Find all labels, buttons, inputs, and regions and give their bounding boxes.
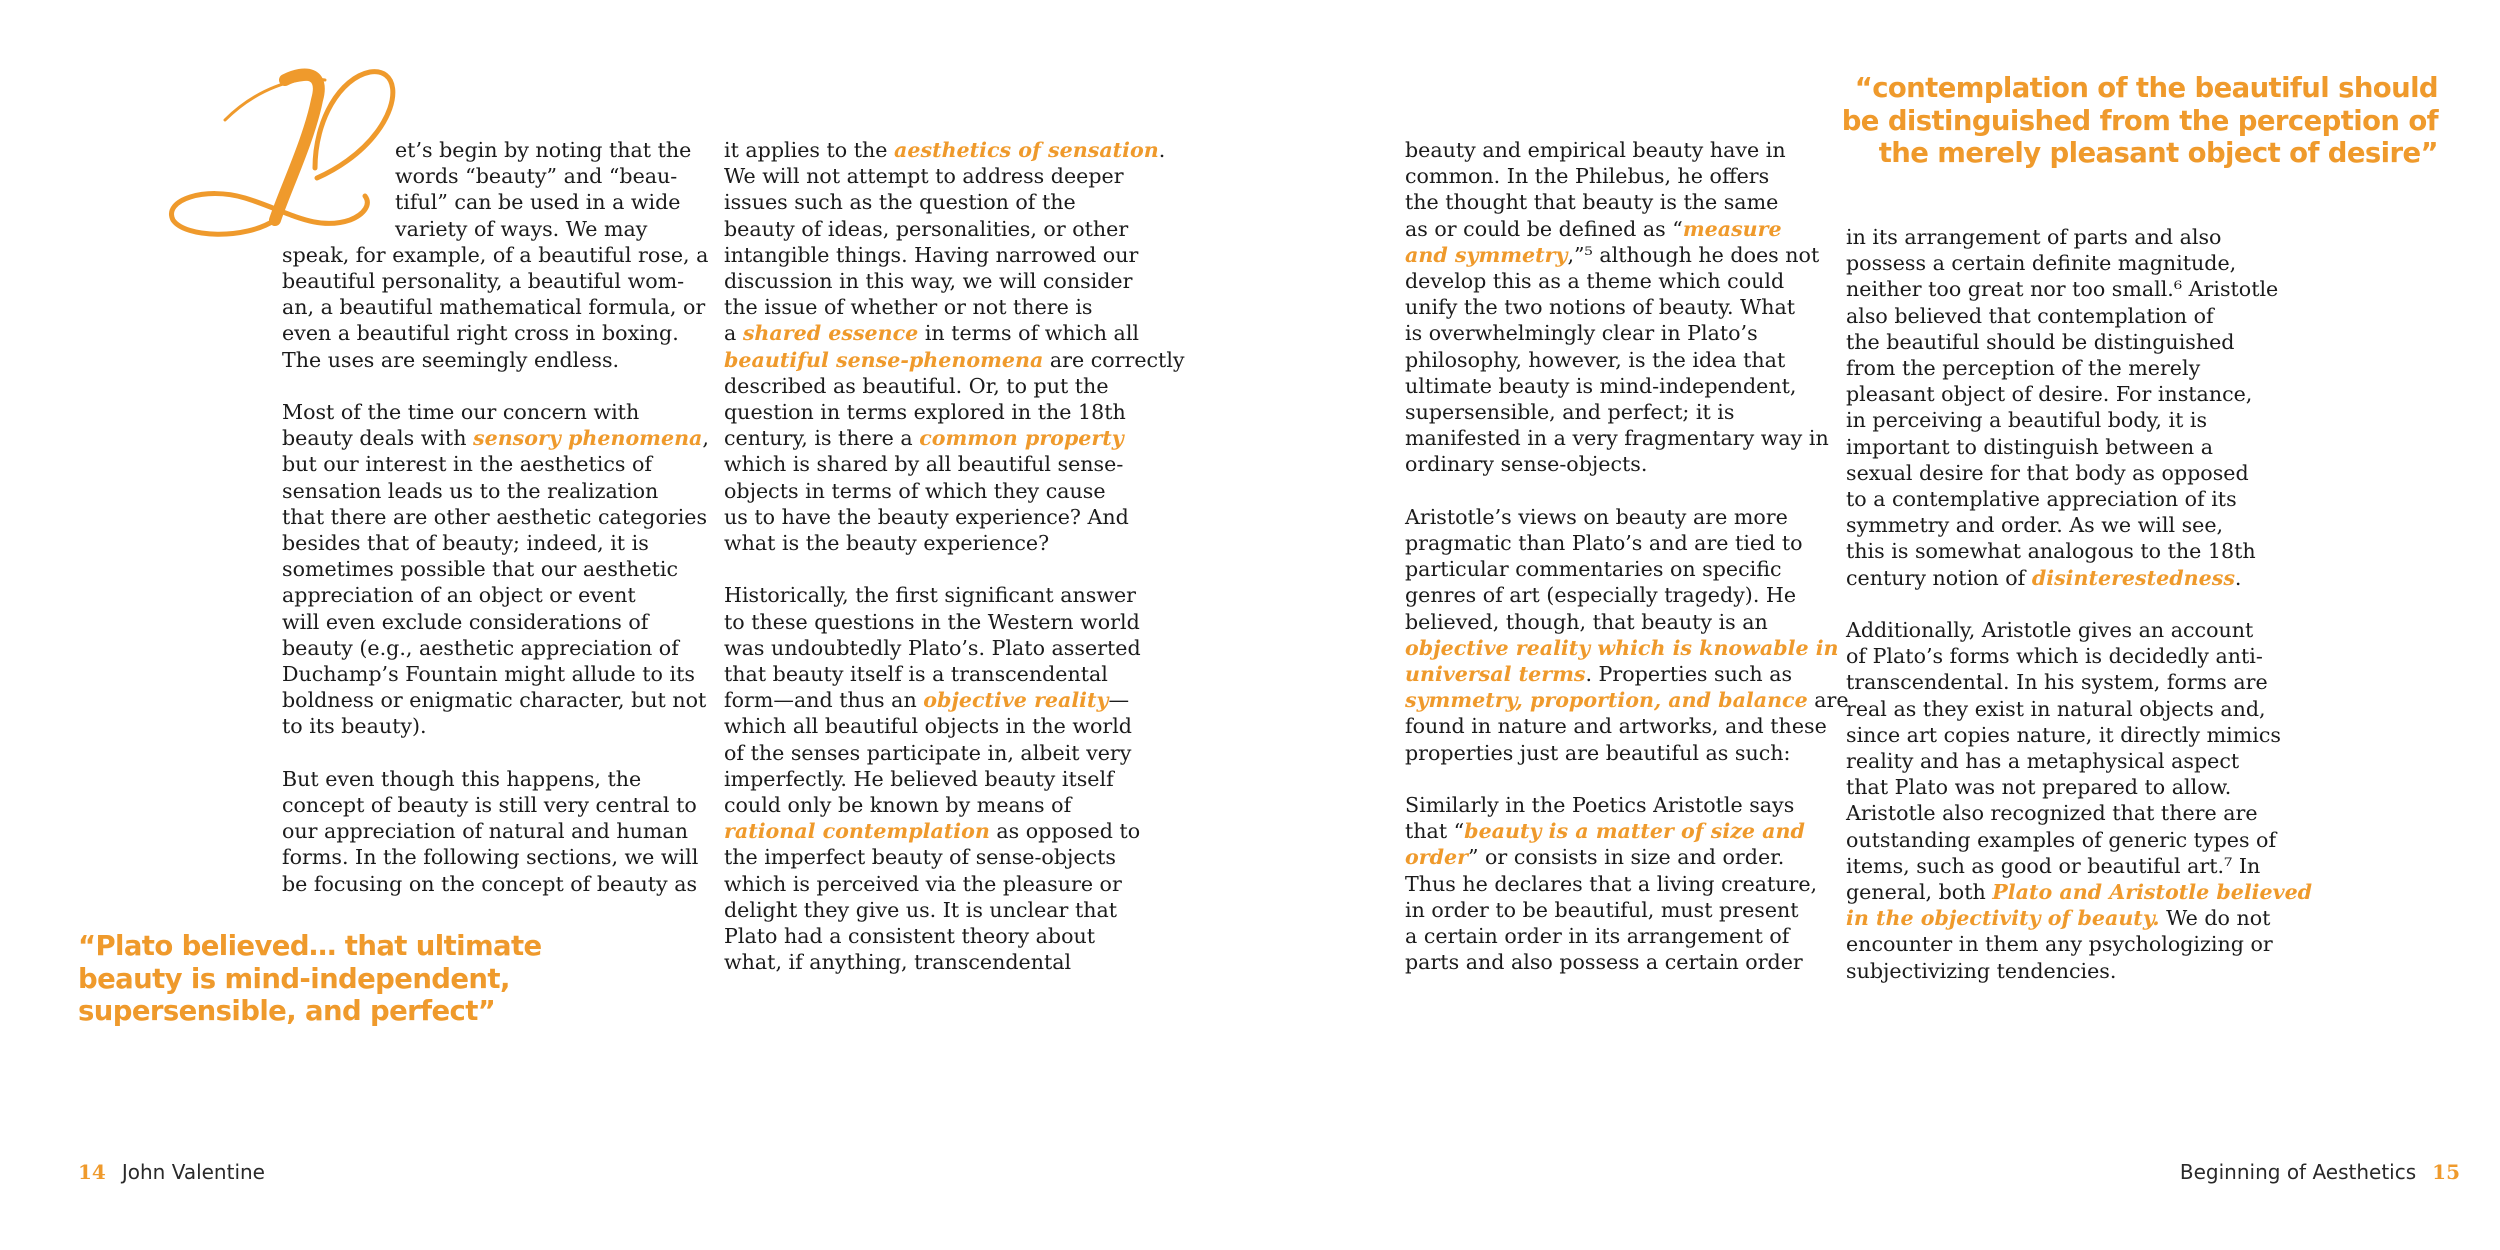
text-run: — bbox=[1108, 688, 1130, 713]
text-line bbox=[1846, 565, 2312, 591]
text-line: variety of ways. We may bbox=[395, 216, 648, 241]
highlight-term: objective reality bbox=[923, 688, 1109, 713]
text-run: as or could be defined as “ bbox=[1405, 216, 1683, 241]
text-line: since art copies nature, it directly mimics bbox=[1846, 722, 2281, 747]
text-line: sexual desire for that body as opposed bbox=[1846, 460, 2249, 485]
text-line bbox=[282, 425, 709, 451]
text-line: what, if anything, transcendental bbox=[724, 950, 1072, 975]
highlight-term: sensory phenomena bbox=[473, 426, 703, 451]
text-line bbox=[1405, 687, 1849, 713]
highlight-term: symmetry, proportion, and balance bbox=[1405, 688, 1808, 713]
text-run: beauty deals with bbox=[282, 426, 474, 451]
text-line: was undoubtedly Plato’s. Plato asserted bbox=[724, 635, 1141, 660]
text-line: besides that of beauty; indeed, it is bbox=[282, 531, 649, 556]
text-run: in terms of which all bbox=[918, 321, 1140, 346]
text-line bbox=[1846, 879, 2312, 905]
highlight-term: objective reality which is knowable in bbox=[1405, 635, 1839, 660]
text-column-3 bbox=[1405, 137, 1849, 1002]
text-line: to its beauty). bbox=[282, 714, 427, 739]
text-line: this is somewhat analogous to the 18th bbox=[1846, 539, 2256, 564]
paragraph bbox=[282, 766, 709, 897]
text-line: Duchamp’s Fountain might allude to its bbox=[282, 662, 695, 687]
text-line: that there are other aesthetic categories bbox=[282, 504, 708, 529]
text-run: as opposed to bbox=[989, 819, 1141, 844]
text-line: an, a beautiful mathematical formula, or bbox=[282, 295, 706, 320]
text-line bbox=[724, 347, 1185, 373]
paragraph bbox=[282, 399, 709, 740]
text-line: what is the beauty experience? bbox=[724, 531, 1050, 556]
text-line: be focusing on the concept of beauty as bbox=[282, 871, 698, 896]
text-line: transcendental. In his system, forms are bbox=[1846, 670, 2268, 695]
text-column-4 bbox=[1846, 224, 2312, 1010]
text-line: Aristotle’s views on beauty are more bbox=[1405, 504, 1788, 529]
text-line: is overwhelmingly clear in Plato’s bbox=[1405, 321, 1758, 346]
text-run: it applies to the bbox=[724, 138, 895, 162]
text-line: outstanding examples of generic types of bbox=[1846, 827, 2277, 852]
paragraph bbox=[724, 582, 1185, 975]
highlight-term: shared essence bbox=[742, 321, 919, 346]
footer-left bbox=[78, 1160, 265, 1184]
pull-quote-line: “Plato believed… that ultimate bbox=[78, 930, 542, 962]
text-column-2 bbox=[724, 137, 1185, 1002]
chapter-title: Beginning of Aesthetics bbox=[2179, 1160, 2417, 1184]
text-line: items, such as good or beautiful art.⁷ In bbox=[1846, 853, 2261, 878]
text-line: Thus he declares that a living creature, bbox=[1405, 871, 1818, 896]
text-line: boldness or enigmatic character, but not bbox=[282, 688, 707, 713]
text-line: properties just are beautiful as such: bbox=[1405, 740, 1791, 765]
text-line: unify the two notions of beauty. What bbox=[1405, 295, 1796, 320]
highlight-term: disinterestedness bbox=[2031, 565, 2235, 590]
pull-quote-right bbox=[1842, 72, 2438, 170]
pull-quote-line: “contemplation of the beautiful should bbox=[1854, 72, 2438, 104]
text-line: The uses are seemingly endless. bbox=[282, 347, 620, 372]
text-line: found in nature and artworks, and these bbox=[1405, 714, 1827, 739]
text-line: parts and also possess a certain order bbox=[1405, 950, 1803, 975]
pull-quote-left bbox=[78, 930, 542, 1028]
text-line: which is perceived via the pleasure or bbox=[724, 871, 1122, 896]
text-line bbox=[1405, 818, 1849, 844]
page-number-left: 14 bbox=[78, 1160, 106, 1184]
text-line: that beauty itself is a transcendental bbox=[724, 662, 1108, 687]
text-line: possess a certain definite magnitude, bbox=[1846, 251, 2237, 276]
text-line: concept of beauty is still very central to bbox=[282, 793, 697, 818]
text-line: pragmatic than Plato’s and are tied to bbox=[1405, 531, 1803, 556]
text-line: manifested in a very fragmentary way in bbox=[1405, 426, 1829, 451]
text-line: which is shared by all beautiful sense- bbox=[724, 452, 1124, 477]
text-line: which all beautiful objects in the world bbox=[724, 714, 1132, 739]
paragraph bbox=[724, 137, 1185, 556]
text-line: common. In the Philebus, he offers bbox=[1405, 164, 1770, 189]
text-line: speak, for example, of a beautiful rose, a bbox=[282, 242, 709, 267]
paragraph bbox=[282, 137, 709, 373]
text-line: the beautiful should be distinguished bbox=[1846, 329, 2235, 354]
highlight-term: beauty is a matter of size and bbox=[1464, 819, 1805, 844]
text-run: form—and thus an bbox=[724, 688, 924, 713]
text-line: in order to be beautiful, must present bbox=[1405, 897, 1799, 922]
text-line: ordinary sense-objects. bbox=[1405, 452, 1648, 477]
text-line: even a beautiful right cross in boxing. bbox=[282, 321, 679, 346]
text-line: ultimate beauty is mind-independent, bbox=[1405, 373, 1797, 398]
paragraph bbox=[1405, 137, 1849, 478]
text-run: century notion of bbox=[1846, 565, 2032, 590]
text-line: believed, though, that beauty is an bbox=[1405, 609, 1768, 634]
text-line: our appreciation of natural and human bbox=[282, 819, 688, 844]
text-line bbox=[724, 687, 1185, 713]
text-line: Aristotle also recognized that there are bbox=[1846, 801, 2258, 826]
text-line: Most of the time our concern with bbox=[282, 400, 640, 425]
text-line bbox=[724, 320, 1185, 346]
text-line: a certain order in its arrangement of bbox=[1405, 924, 1790, 949]
highlight-term: beautiful sense-phenomena bbox=[724, 347, 1044, 372]
text-line: subjectivizing tendencies. bbox=[1846, 958, 2117, 983]
text-line bbox=[1405, 242, 1849, 268]
text-line: reality and has a metaphysical aspect bbox=[1846, 749, 2240, 774]
text-line: from the perception of the merely bbox=[1846, 356, 2201, 381]
text-line: the thought that beauty is the same bbox=[1405, 190, 1779, 215]
text-run: . bbox=[2234, 565, 2242, 590]
text-line: Additionally, Aristotle gives an account bbox=[1846, 618, 2254, 643]
text-line: could only be known by means of bbox=[724, 793, 1072, 818]
paragraph bbox=[1846, 224, 2312, 591]
text-run: . bbox=[1158, 138, 1166, 162]
text-line: et’s begin by noting that the bbox=[395, 138, 692, 162]
text-line: described as beautiful. Or, to put the bbox=[724, 373, 1109, 398]
text-run: ,”⁵ although he does not bbox=[1567, 242, 1820, 267]
text-line: of Plato’s forms which is decidedly anti- bbox=[1846, 644, 2263, 669]
highlight-term: measure bbox=[1682, 216, 1782, 241]
text-run: , bbox=[702, 426, 709, 451]
text-line: But even though this happens, the bbox=[282, 766, 642, 791]
highlight-term: Plato and Aristotle believed bbox=[1992, 880, 2313, 905]
text-line: pleasant object of desire. For instance, bbox=[1846, 382, 2253, 407]
text-line: objects in terms of which they cause bbox=[724, 478, 1106, 503]
text-line: the issue of whether or not there is bbox=[724, 295, 1093, 320]
text-line: Similarly in the Poetics Aristotle says bbox=[1405, 793, 1795, 818]
text-line: genres of art (especially tragedy). He bbox=[1405, 583, 1797, 608]
text-run: We do not bbox=[2159, 906, 2271, 931]
text-line: the imperfect beauty of sense-objects bbox=[724, 845, 1116, 870]
text-run: century, is there a bbox=[724, 426, 920, 451]
highlight-term: common property bbox=[919, 426, 1124, 451]
text-line bbox=[1405, 216, 1849, 242]
text-line: beauty and empirical beauty have in bbox=[1405, 138, 1786, 162]
text-line: of the senses participate in, albeit very bbox=[724, 740, 1132, 765]
text-line: tiful” can be used in a wide bbox=[395, 190, 681, 215]
text-line: forms. In the following sections, we will bbox=[282, 845, 699, 870]
text-line: us to have the beauty experience? And bbox=[724, 504, 1129, 529]
text-line: real as they exist in natural objects and, bbox=[1846, 696, 2266, 721]
highlight-term: universal terms bbox=[1405, 662, 1586, 687]
text-run: a bbox=[724, 321, 743, 346]
text-line bbox=[1405, 661, 1849, 687]
text-line: question in terms explored in the 18th bbox=[724, 400, 1126, 425]
text-line: supersensible, and perfect; it is bbox=[1405, 400, 1735, 425]
text-line: encounter in them any psychologizing or bbox=[1846, 932, 2273, 957]
text-line: neither too great nor too small.⁶ Aristotle bbox=[1846, 277, 2279, 302]
text-line: important to distinguish between a bbox=[1846, 434, 2214, 459]
text-line: beauty of ideas, personalities, or other bbox=[724, 216, 1129, 241]
highlight-term: and symmetry bbox=[1405, 242, 1568, 267]
page-number-right: 15 bbox=[2432, 1160, 2460, 1184]
text-line: sensation leads us to the realization bbox=[282, 478, 659, 503]
text-line: symmetry and order. As we will see, bbox=[1846, 513, 2224, 538]
text-run: . Properties such as bbox=[1585, 662, 1793, 687]
text-line: particular commentaries on specific bbox=[1405, 557, 1782, 582]
pull-quote-line: be distinguished from the perception of bbox=[1841, 104, 2438, 137]
highlight-term: aesthetics of sensation bbox=[894, 138, 1159, 162]
text-line: in its arrangement of parts and also bbox=[1846, 225, 2222, 249]
pull-quote-line: supersensible, and perfect” bbox=[78, 995, 496, 1027]
text-line: philosophy, however, is the idea that bbox=[1405, 347, 1786, 372]
text-line bbox=[724, 137, 1185, 163]
paragraph bbox=[1405, 792, 1849, 975]
pull-quote-line: beauty is mind-independent, bbox=[78, 962, 510, 995]
text-line: beauty (e.g., aesthetic appreciation of bbox=[282, 635, 679, 660]
text-run: that “ bbox=[1405, 819, 1465, 844]
text-line: Plato had a consistent theory about bbox=[724, 924, 1096, 949]
text-line: that Plato was not prepared to allow. bbox=[1846, 775, 2232, 800]
text-line: also believed that contemplation of bbox=[1846, 303, 2214, 328]
text-line: words “beauty” and “beau- bbox=[395, 164, 678, 189]
highlight-term: in the objectivity of beauty. bbox=[1846, 906, 2160, 931]
paragraph bbox=[1846, 617, 2312, 984]
text-line bbox=[1405, 844, 1849, 870]
text-line: We will not attempt to address deeper bbox=[724, 164, 1124, 189]
text-line: intangible things. Having narrowed our bbox=[724, 242, 1139, 267]
text-run: ” or consists in size and order. bbox=[1467, 845, 1785, 870]
text-run: are correctly bbox=[1043, 347, 1185, 372]
text-line: issues such as the question of the bbox=[724, 190, 1076, 215]
text-line: in perceiving a beautiful body, it is bbox=[1846, 408, 2208, 433]
text-line bbox=[724, 425, 1185, 451]
text-line: imperfectly. He believed beauty itself bbox=[724, 766, 1114, 791]
text-column-1 bbox=[282, 137, 709, 923]
highlight-term: order bbox=[1405, 845, 1468, 870]
text-line bbox=[1846, 905, 2312, 931]
footer-right bbox=[2180, 1160, 2460, 1184]
text-line: beautiful personality, a beautiful wom- bbox=[282, 269, 685, 294]
text-line: Historically, the first significant answer bbox=[724, 583, 1137, 608]
text-run: are bbox=[1807, 688, 1849, 713]
text-line bbox=[724, 818, 1185, 844]
text-line: to these questions in the Western world bbox=[724, 609, 1140, 634]
author-name: John Valentine bbox=[121, 1160, 265, 1184]
paragraph bbox=[1405, 504, 1849, 766]
text-line: to a contemplative appreciation of its bbox=[1846, 487, 2237, 512]
text-line: but our interest in the aesthetics of bbox=[282, 452, 653, 477]
text-line: discussion in this way, we will consider bbox=[724, 269, 1133, 294]
highlight-term: rational contemplation bbox=[724, 819, 990, 844]
text-line: develop this as a theme which could bbox=[1405, 269, 1785, 294]
text-line: delight they give us. It is unclear that bbox=[724, 897, 1118, 922]
text-run: general, both bbox=[1846, 880, 1993, 905]
text-line: will even exclude considerations of bbox=[282, 609, 649, 634]
pull-quote-line: the merely pleasant object of desire” bbox=[1878, 137, 2438, 169]
text-line: appreciation of an object or event bbox=[282, 583, 636, 608]
text-line: sometimes possible that our aesthetic bbox=[282, 557, 679, 582]
